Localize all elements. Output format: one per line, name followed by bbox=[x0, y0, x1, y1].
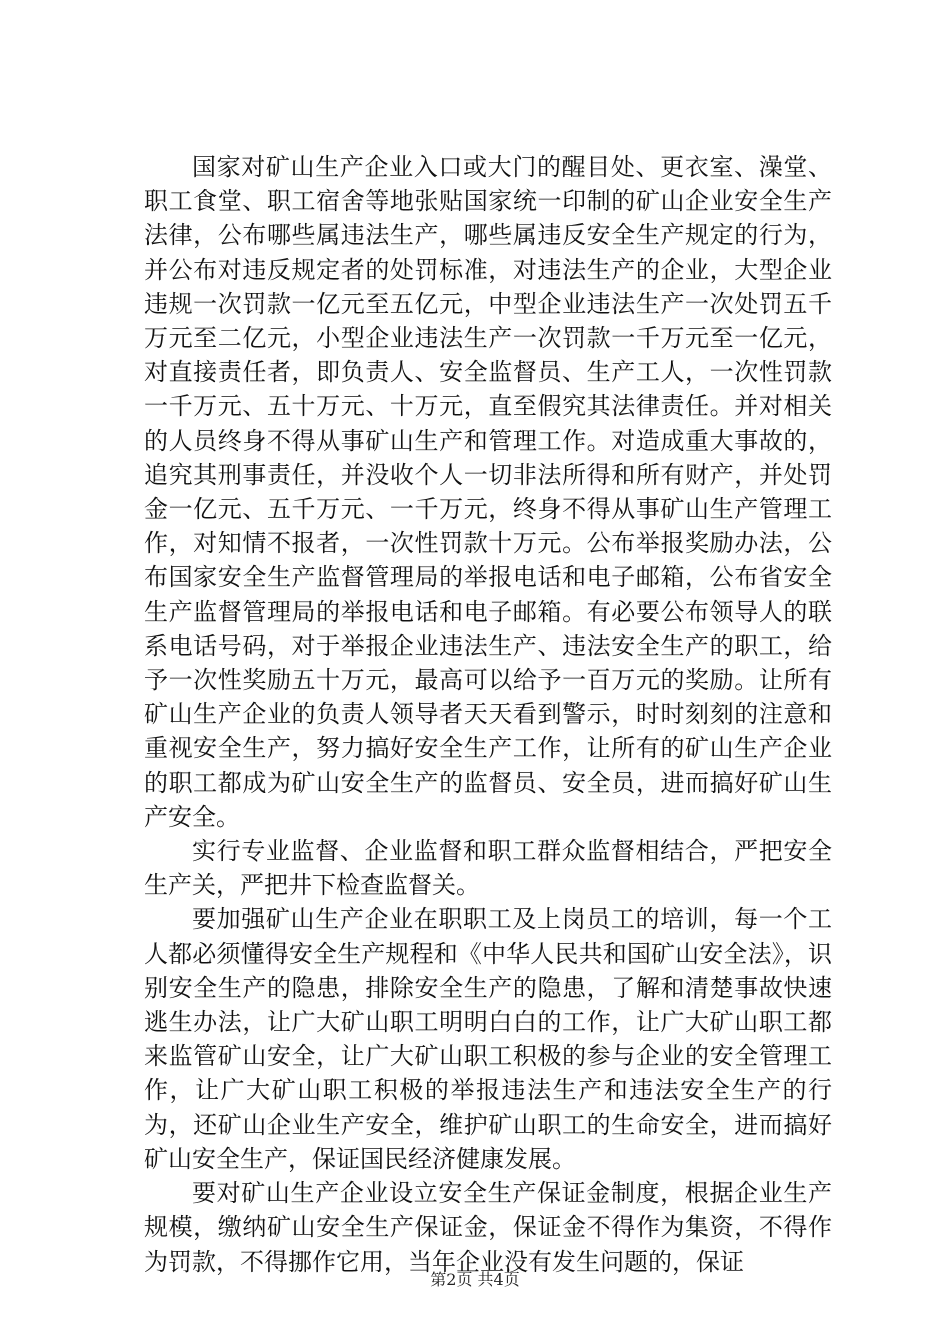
paragraph-4: 要对矿山生产企业设立安全生产保证金制度，根据企业生产规模，缴纳矿山安全生产保证金，保证金不得作为集资，不得作为罚款，不得挪作它用，当年企业没有发生问题的，保证 bbox=[144, 1179, 832, 1276]
paragraph-1: 国家对矿山生产企业入口或大门的醒目处、更衣室、澡堂、职工食堂、职工宿舍等地张贴国家统一印制的矿山企业安全生产法律，公布哪些属违法生产，哪些属违反安全生产规定的行为，并公布对违反规定者的处罚标准，对违法生产的企业，大型企业违规一次罚款一亿元至五亿元，中型企业违法生产一次处罚五千万元至二亿元，小型企业违法生产一次罚款一千万元至一亿元，对直接责任者，即负责人、安全监督员、生产工人，一次性罚款一千万元、五十万元、十万元，直至假究其法律责任。并对相关的人员终身不得从事矿山生产和管理工作。对造成重大事故的，追究其刑事责任，并没收个人一切非法所得和所有财产，并处罚金一亿元、五千万元、一千万元，终身不得从事矿山生产管理工作，对知情不报者，一次性罚款十万元。公布举报奖励办法，公布国家安全生产监督管理局的举报电话和电子邮箱，公布省安全生产监督管理局的举报电话和电子邮箱。有必要公布领导人的联系电话号码，对于举报企业违法生产、违法安全生产的职工，给予一次性奖励五十万元，最高可以给予一百万元的奖励。让所有矿山生产企业的负责人领导者天天看到警示，时时刻刻的注意和重视安全生产，努力搞好安全生产工作，让所有的矿山生产企业的职工都成为矿山安全生产的监督员、安全员，进而搞好矿山生产安全。 bbox=[144, 153, 832, 831]
paragraph-2: 实行专业监督、企业监督和职工群众监督相结合，严把安全生产关，严把井下检查监督关。 bbox=[144, 837, 832, 900]
page-number-footer: 第2页 共4页 bbox=[430, 1270, 520, 1289]
paragraph-3: 要加强矿山生产企业在职职工及上岗员工的培训，每一个工人都必须懂得安全生产规程和《中华人民共和国矿山安全法》，识别安全生产的隐患，排除安全生产的隐患，了解和清楚事故快速逃生办法，让广大矿山职工明明白白的工作，让广大矿山职工都来监管矿山安全，让广大矿山职工积极的参与企业的安全管理工作，让广大矿山职工积极的举报违法生产和违法安全生产的行为，还矿山企业生产安全，维护矿山职工的生命安全，进而搞好矿山安全生产，保证国民经济健康发展。 bbox=[144, 905, 832, 1173]
document-body bbox=[144, 150, 832, 1279]
